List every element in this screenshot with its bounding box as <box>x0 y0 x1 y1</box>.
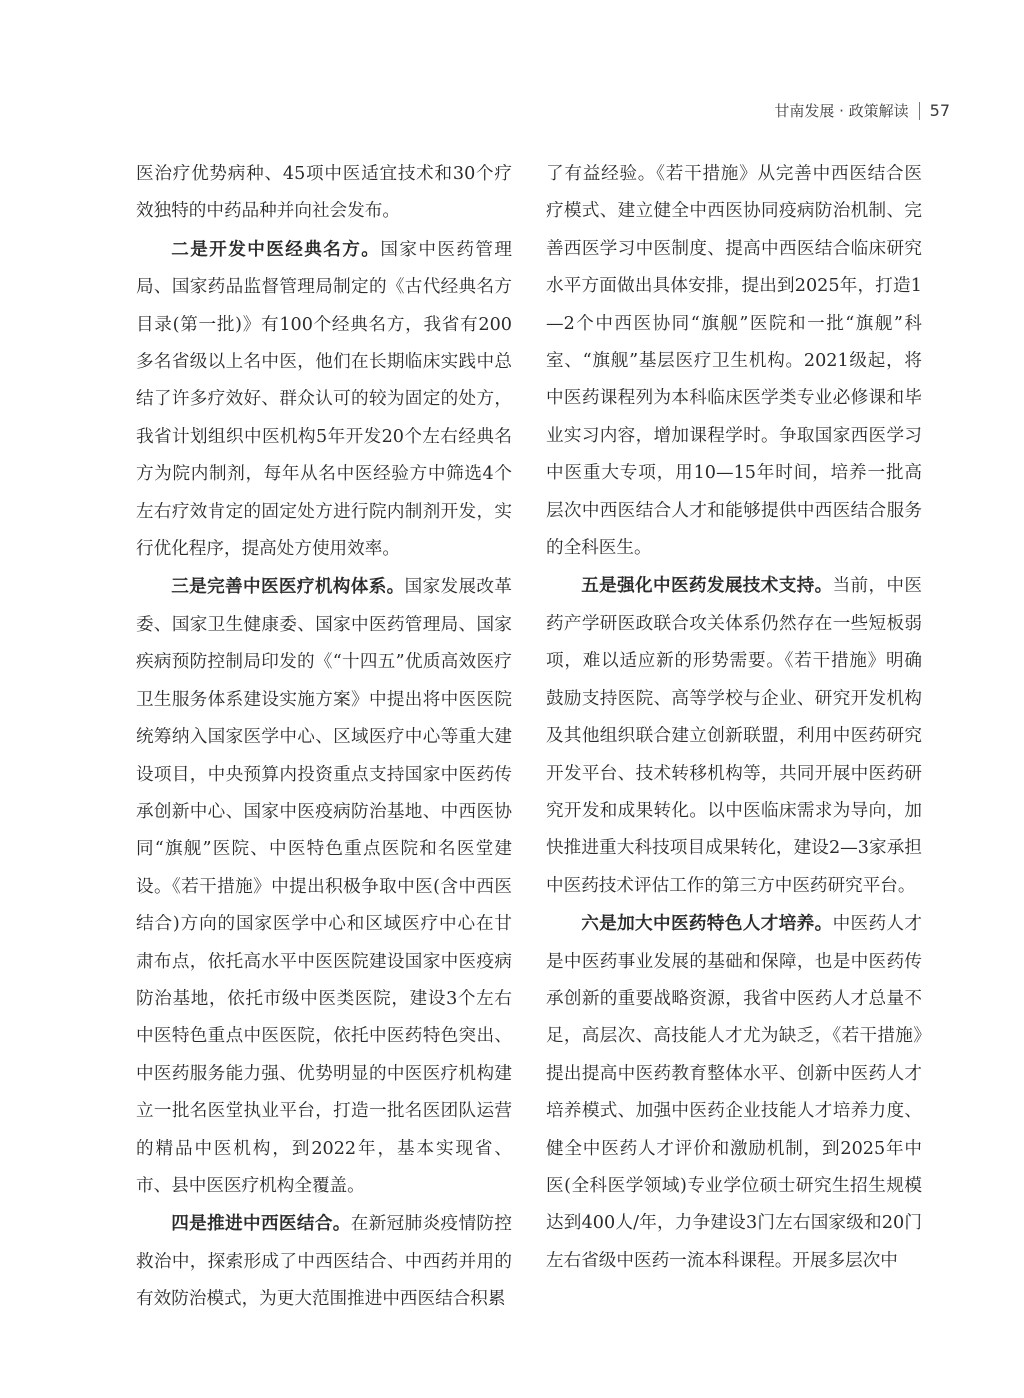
paragraph-text: 中医药人才是中医药事业发展的基础和保障，也是中医药传承创新的重要战略资源，我省中医药人才总量不足，高层次、高技能人才尤为缺乏，《若干措施》提出提高中医药教育整体水平、创新中医药人才培养模式、加强中医药企业技能人才培养力度、健全中医药人才评价和激励机制，到2025年中医(全科医学领域)专业学位硕士研究生招生规模达到400人/年，力争建设3门左右国家级和20门左右省级中医药一流本科课程。开展多层次中 <box>546 914 922 1271</box>
paragraph-text: 国家发展改革委、国家卫生健康委、国家中医药管理局、国家疾病预防控制局印发的《“十四五”优质高效医疗卫生服务体系建设实施方案》中提出将中医医院统筹纳入国家医学中心、区域医疗中心等重大建设项目，中央预算内投资重点支持国家中医药传承创新中心、国家中医疫病防治基地、中西医协同“旗舰”医院、中医特色重点医院和名医堂建设。《若干措施》中提出积极争取中医(含中西医结合)方向的国家医学中心和区域医疗中心在甘肃布点，依托高水平中医医院建设国家中医疫病防治基地，依托市级中医类医院，建设3个左右中医特色重点中医医院，依托中医药特色突出、中医药服务能力强、优势明显的中医医疗机构建立一批名医堂执业平台，打造一批名医团队运营的精品中医机构，到2022年，基本实现省、市、县中医医疗机构全覆盖。 <box>136 577 512 1196</box>
paragraph-lead: 三是完善中医医疗机构体系。 <box>171 576 405 598</box>
paragraph-lead: 五是强化中医药发展技术支持。 <box>581 575 833 597</box>
paragraph <box>136 156 512 231</box>
paragraph-lead: 四是推进中西医结合。 <box>171 1213 351 1235</box>
right-column <box>546 156 922 1280</box>
paragraph-text: 了有益经验。《若干措施》从完善中西医结合医疗模式、建立健全中西医协同疫病防治机制、完善西医学习中医制度、提高中西医结合临床研究水平方面做出具体安排，提出到2025年，打造1—2个中西医协同“旗舰”医院和一批“旗舰”科室、“旗舰”基层医疗卫生机构。2021级起，将中医药课程列为本科临床医学类专业必修课和毕业实习内容，增加课程学时。争取国家西医学习中医重大专项，用10—15年时间，培养一批高层次中西医结合人才和能够提供中西医结合服务的全科医生。 <box>546 164 922 559</box>
paragraph <box>136 1205 512 1318</box>
paragraph-lead: 六是加大中医药特色人才培养。 <box>581 913 833 935</box>
paragraph-text: 当前，中医药产学研医政联合攻关体系仍然存在一些短板弱项，难以适应新的形势需要。《若干措施》明确鼓励支持医院、高等学校与企业、研究开发机构及其他组织联合建立创新联盟，利用中医药研究开发平台、技术转移机构等，共同开展中医药研究开发和成果转化。以中医临床需求为导向，加快推进重大科技项目成果转化，建设2—3家承担中医药技术评估工作的第三方中医药研究平台。 <box>546 576 922 896</box>
paragraph-lead: 二是开发中医经典名方。 <box>171 238 381 260</box>
page-number: 57 <box>929 101 950 120</box>
header-title: 甘南发展 · 政策解读 <box>774 102 909 120</box>
paragraph <box>546 905 922 1280</box>
paragraph <box>136 231 512 569</box>
header-divider <box>919 102 920 120</box>
running-header <box>774 100 950 121</box>
paragraph-text: 在新冠肺炎疫情防控救治中，探索形成了中西医结合、中西药并用的有效防治模式，为更大范围推进中西医结合积累 <box>136 1214 512 1310</box>
left-column <box>136 156 512 1319</box>
paragraph <box>546 567 922 905</box>
paragraph-text: 国家中医药管理局、国家药品监督管理局制定的《古代经典名方目录(第一批)》有100个经典名方，我省有200多名省级以上名中医，他们在长期临床实践中总结了许多疗效好、群众认可的较为固定的处方，我省计划组织中医机构5年开发20个左右经典名方为院内制剂，每年从名中医经验方中筛选4个左右疗效肯定的固定处方进行院内制剂开发，实行优化程序，提高处方使用效率。 <box>136 239 512 560</box>
paragraph <box>546 156 922 567</box>
paragraph-text: 医治疗优势病种、45项中医适宜技术和30个疗效独特的中药品种并向社会发布。 <box>136 164 512 222</box>
paragraph <box>136 568 512 1205</box>
